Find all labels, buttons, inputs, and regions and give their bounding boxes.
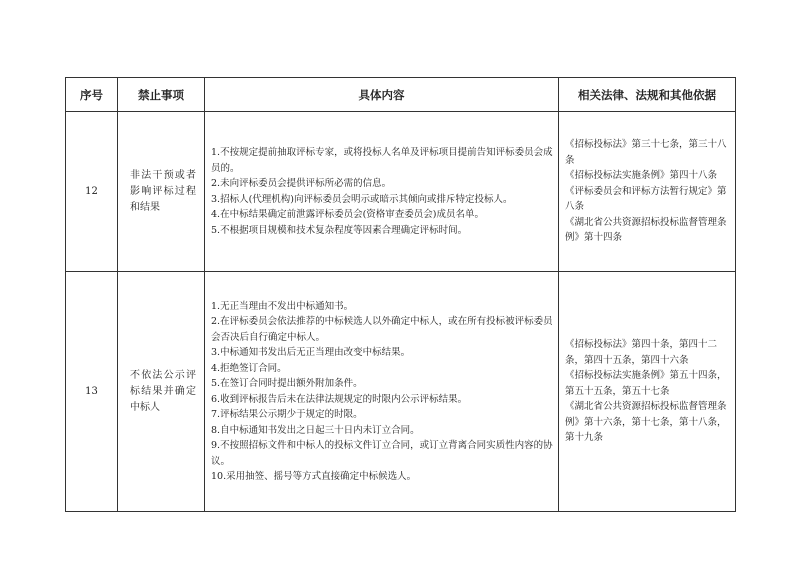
content-line: 4.拒绝签订合同。 xyxy=(211,362,287,374)
row-basis xyxy=(559,272,736,512)
basis-line: 《招标投标法》第四十条，第四十二条，第四十五条，第四十六条 xyxy=(565,339,718,366)
row-seq: 12 xyxy=(66,112,118,272)
header-item: 禁止事项 xyxy=(118,78,205,112)
content-line: 3.招标人(代理机构)向评标委员会明示或暗示其倾向或排斥特定投标人。 xyxy=(211,193,513,205)
prohibited-matters-table xyxy=(65,77,736,512)
table-header-row xyxy=(66,78,736,112)
table-row xyxy=(66,112,736,272)
content-line: 5.不根据项目规模和技术复杂程度等因素合理确定评标时间。 xyxy=(211,224,468,236)
row-basis xyxy=(559,112,736,272)
content-line: 1.不按规定提前抽取评标专家，或将投标人名单及评标项目提前告知评标委员会成员的。 xyxy=(211,147,553,174)
content-line: 3.中标通知书发出后无正当理由改变中标结果。 xyxy=(211,347,411,358)
content-line: 2.未向评标委员会提供评标所必需的信息。 xyxy=(211,178,392,189)
content-line: 2.在评标委员会依法推荐的中标候选人以外确定中标人，或在所有投标被评标委员会否决后自行确定中标人。 xyxy=(211,316,553,343)
basis-line: 《招标投标法实施条例》第五十四条，第五十五条，第五十七条 xyxy=(565,370,727,397)
basis-line: 《评标委员会和评标方法暂行规定》第八条 xyxy=(565,185,727,213)
content-line: 10.采用抽签、摇号等方式直接确定中标候选人。 xyxy=(211,471,417,482)
row-content xyxy=(205,272,559,512)
basis-line: 《招标投标法》第三十七条，第三十八条 xyxy=(565,139,727,166)
content-line: 8.自中标通知书发出之日起三十日内未订立合同。 xyxy=(211,424,420,436)
basis-line: 《湖北省公共资源招标投标监督管理条例》第十六条，第十七条，第十八条，第十九条 xyxy=(565,401,727,444)
header-basis: 相关法律、法规和其他依据 xyxy=(559,78,736,112)
content-line: 1.无正当理由不发出中标通知书。 xyxy=(211,300,354,312)
content-line: 6.收到评标报告后未在法律法规规定的时限内公示评标结果。 xyxy=(211,393,468,405)
basis-line: 《招标投标法实施条例》第四十八条 xyxy=(565,170,718,182)
header-seq: 序号 xyxy=(66,78,118,112)
content-line: 5.在签订合同时提出额外附加条件。 xyxy=(211,378,363,389)
row-content xyxy=(205,112,559,272)
content-line: 9.不按照招标文件和中标人的投标文件订立合同，或订立背离合同实质性内容的协议。 xyxy=(211,440,553,467)
header-content: 具体内容 xyxy=(205,78,559,112)
row-item: 不依法公示评标结果并确定中标人 xyxy=(118,272,205,512)
basis-line: 《湖北省公共资源招标投标监督管理条例》第十四条 xyxy=(565,216,727,244)
table-row xyxy=(66,272,736,512)
content-line: 4.在中标结果确定前泄露评标委员会(资格审查委员会)成员名单。 xyxy=(211,209,484,220)
row-item: 非法干预或者影响评标过程和结果 xyxy=(118,112,205,272)
row-seq: 13 xyxy=(66,272,118,512)
content-line: 7.评标结果公示期少于规定的时限。 xyxy=(211,409,363,420)
